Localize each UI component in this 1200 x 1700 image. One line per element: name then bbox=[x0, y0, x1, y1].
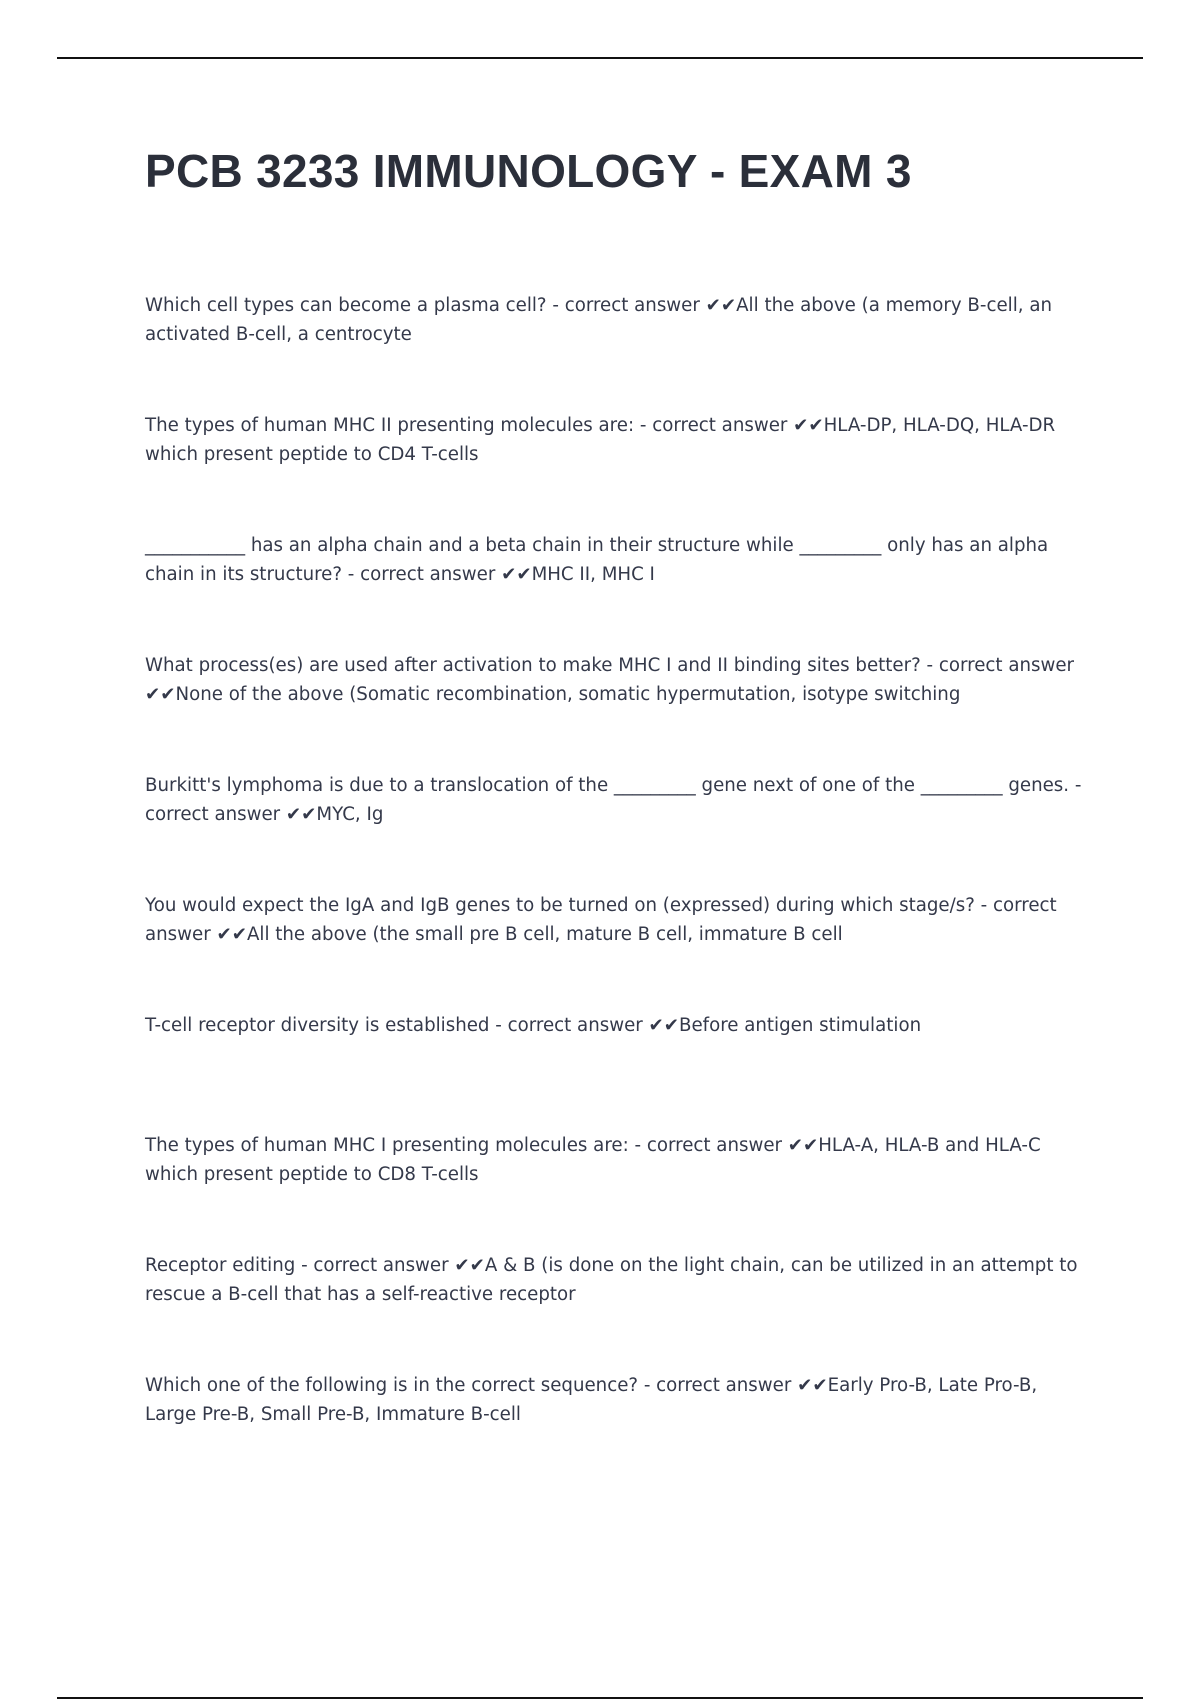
qa-item bbox=[145, 411, 1090, 531]
qa-item bbox=[145, 531, 1090, 651]
qa-item bbox=[145, 1131, 1090, 1251]
qa-item bbox=[145, 891, 1090, 1011]
qa-text: T-cell receptor diversity is established - correct answer ✔✔Before antigen stimulation bbox=[145, 1015, 922, 1036]
qa-text: You would expect the IgA and IgB genes to be turned on (expressed) during which stage/s? - correct answer ✔✔All the above (the small pre B cell, mature B cell, immature B cell bbox=[145, 895, 1057, 945]
qa-item bbox=[145, 651, 1090, 771]
top-rule bbox=[57, 57, 1143, 59]
qa-text: What process(es) are used after activation to make MHC I and II binding sites better? - correct answer ✔✔None of the above (Somatic recombination, somatic hypermutation, isotype switching bbox=[145, 655, 1075, 705]
qa-text: Which one of the following is in the correct sequence? - correct answer ✔✔Early Pro-B, Late Pro-B, Large Pre-B, Small Pre-B, Immature B-cell bbox=[145, 1375, 1038, 1425]
qa-item bbox=[145, 1371, 1090, 1491]
bottom-rule bbox=[57, 1697, 1143, 1699]
question-answer-list bbox=[145, 291, 1090, 1491]
qa-text: Which cell types can become a plasma cell? - correct answer ✔✔All the above (a memory B-cell, an activated B-cell, a centrocyte bbox=[145, 295, 1052, 345]
qa-text: The types of human MHC II presenting molecules are: - correct answer ✔✔HLA-DP, HLA-DQ, HLA-DR which present peptide to CD4 T-cells bbox=[145, 415, 1056, 465]
qa-text: Burkitt's lymphoma is due to a translocation of the _________ gene next of one of the _________ genes. - correct answer ✔✔MYC, Ig bbox=[145, 775, 1082, 825]
document-title: PCB 3233 IMMUNOLOGY - EXAM 3 bbox=[145, 145, 912, 197]
qa-item bbox=[145, 291, 1090, 411]
qa-item bbox=[145, 1011, 1090, 1131]
qa-item bbox=[145, 1251, 1090, 1371]
qa-item bbox=[145, 771, 1090, 891]
qa-text: ___________ has an alpha chain and a beta chain in their structure while _________ only has an alpha chain in its structure? - correct answer ✔✔MHC II, MHC I bbox=[145, 535, 1049, 585]
qa-text: The types of human MHC I presenting molecules are: - correct answer ✔✔HLA-A, HLA-B and HLA-C which present peptide to CD8 T-cells bbox=[145, 1135, 1041, 1185]
qa-text: Receptor editing - correct answer ✔✔A & B (is done on the light chain, can be utilized in an attempt to rescue a B-cell that has a self-reactive receptor bbox=[145, 1255, 1078, 1305]
